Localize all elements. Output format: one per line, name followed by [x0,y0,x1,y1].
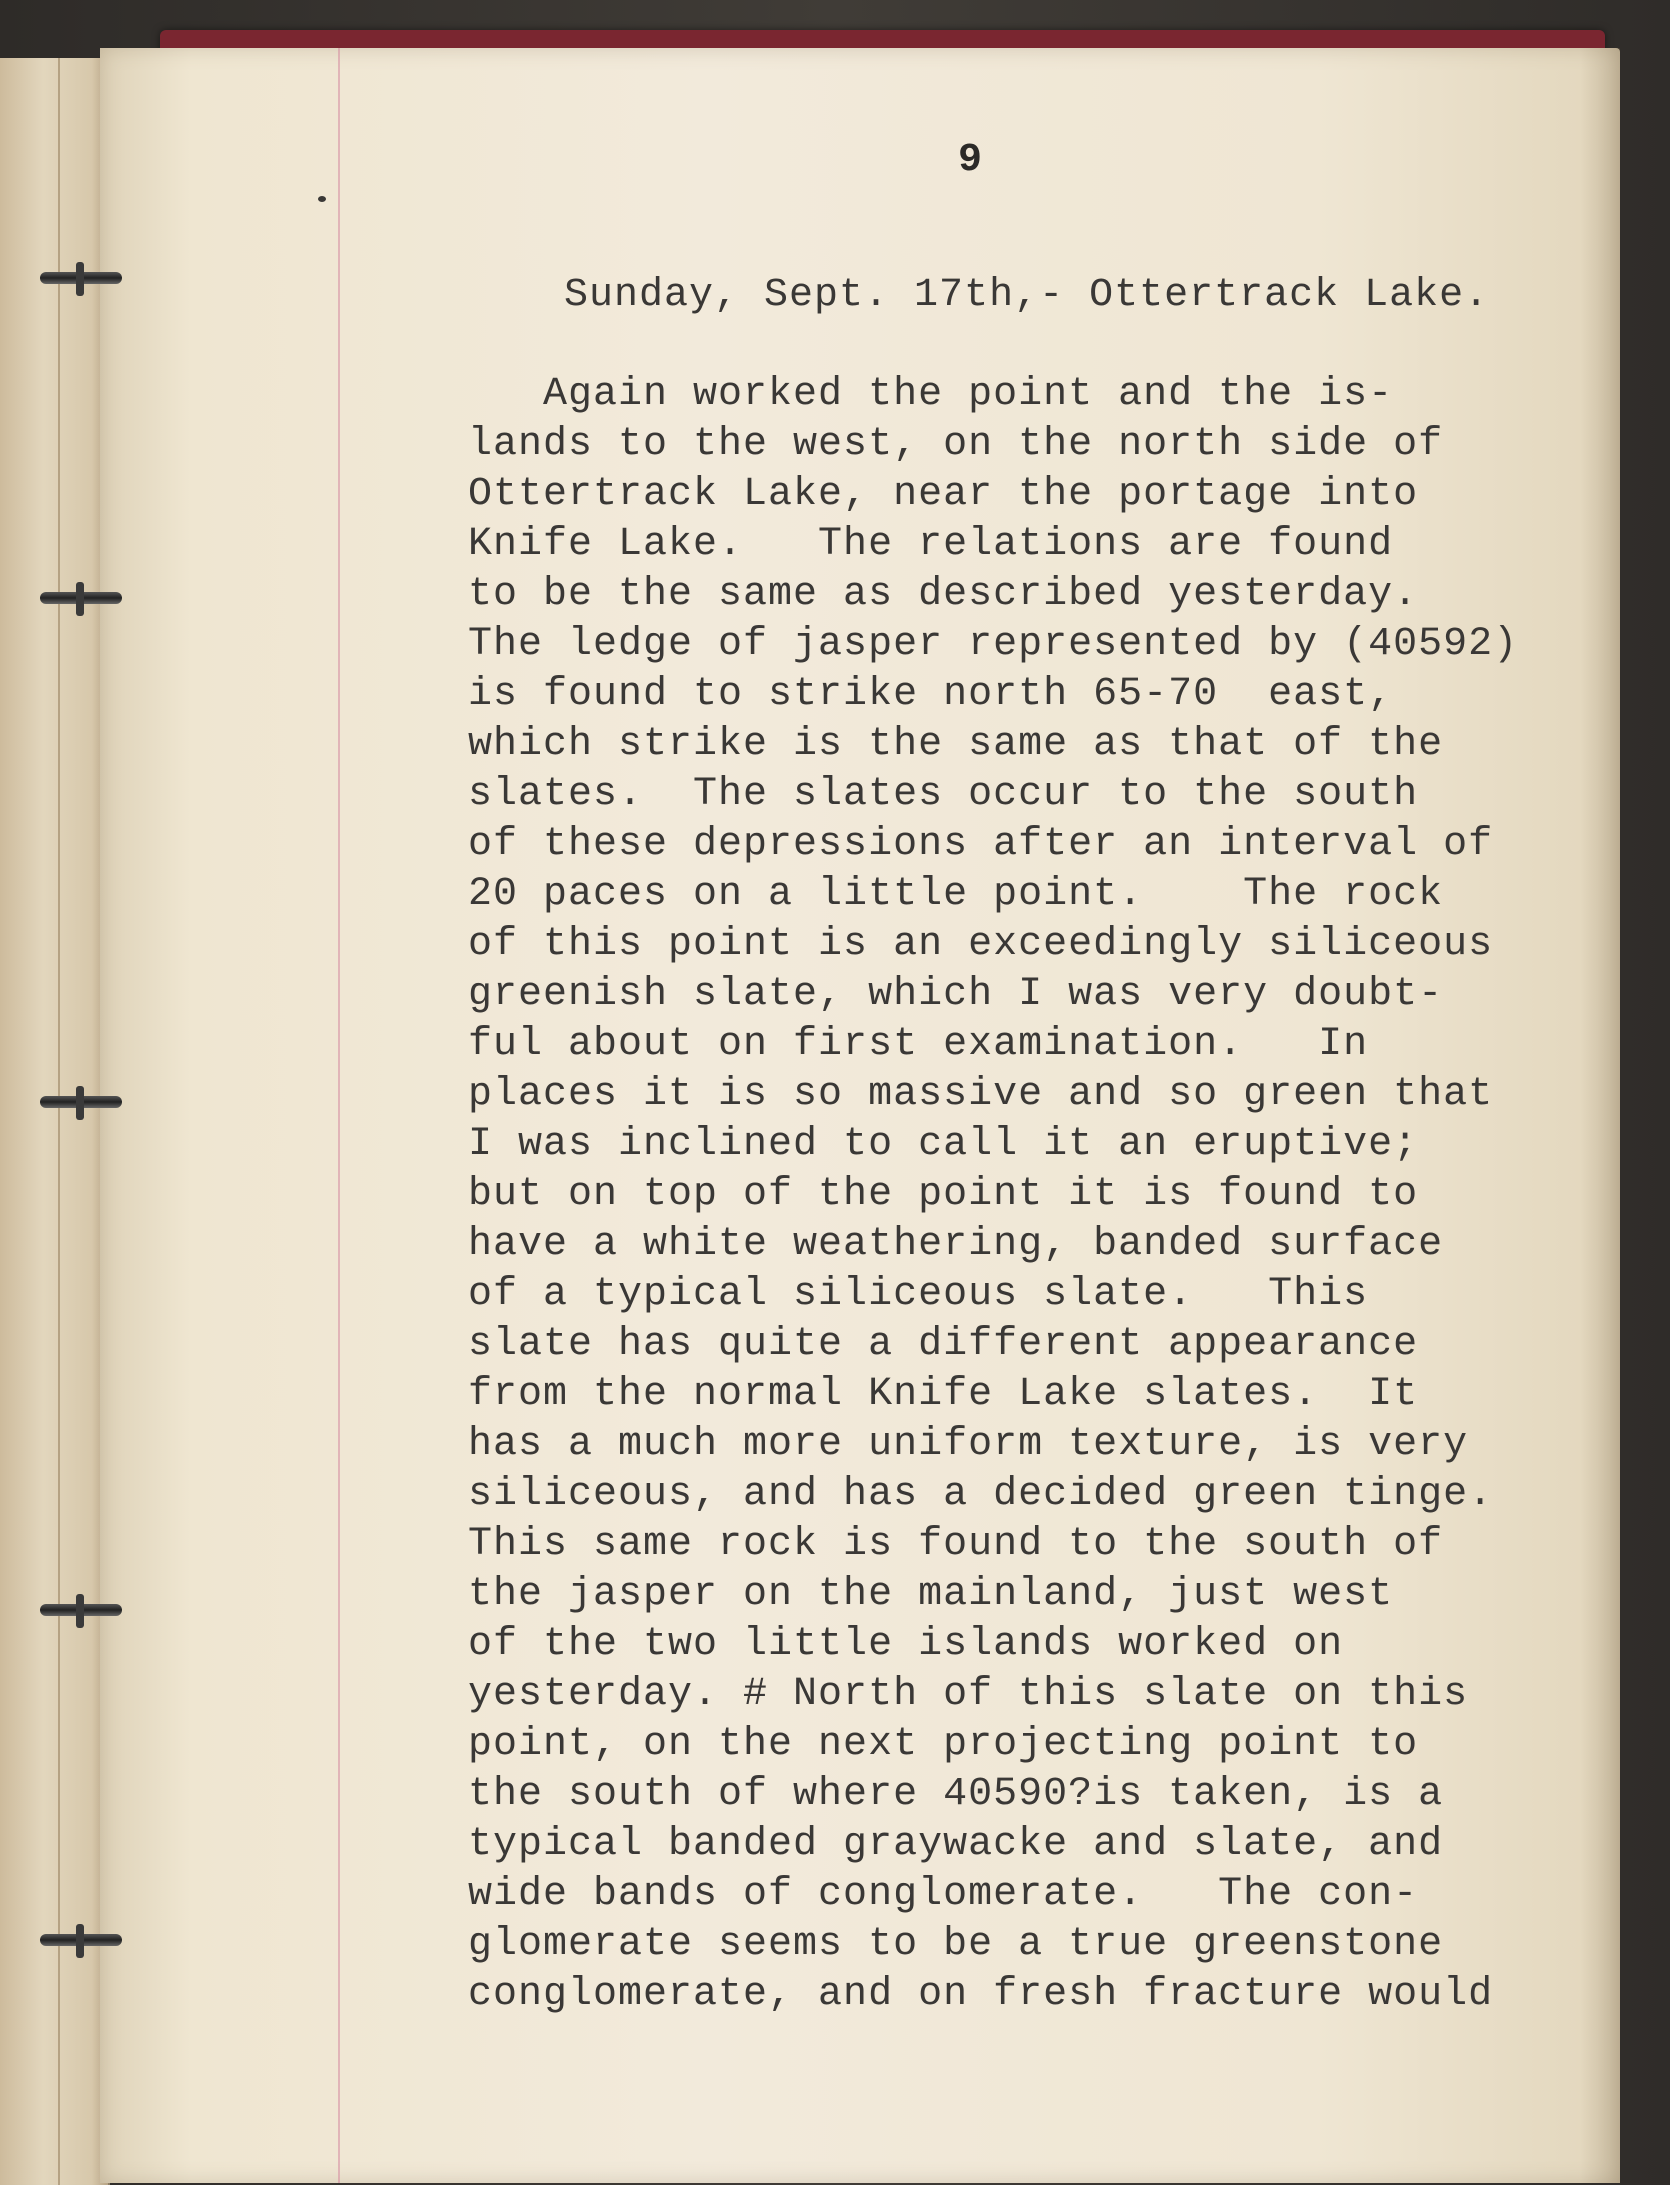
entry-heading: Sunday, Sept. 17th,- Ottertrack Lake. [564,273,1490,318]
text-line: This same rock is found to the south of [468,1522,1444,1567]
binder-ring-post [76,1594,84,1628]
binder-ring-post [76,262,84,296]
page-shadow [1580,48,1620,2183]
binder-ring-post [76,1086,84,1120]
text-line: from the normal Knife Lake slates. It [468,1372,1419,1417]
text-line: to be the same as described yesterday. [468,572,1419,617]
text-line: Ottertrack Lake, near the portage into [468,472,1419,517]
text-line: The ledge of jasper represented by (40592) [468,622,1519,667]
text-line: 20 paces on a little point. The rock [468,872,1444,917]
text-line: greenish slate, which I was very doubt- [468,972,1444,1017]
text-line: places it is so massive and so green that [468,1072,1494,1117]
text-line: lands to the west, on the north side of [468,422,1444,467]
text-line: point, on the next projecting point to [468,1722,1419,1767]
text-line: the jasper on the mainland, just west [468,1572,1394,1617]
text-line: conglomerate, and on fresh fracture would [468,1972,1494,2017]
ink-dot [318,196,326,202]
text-line: slates. The slates occur to the south [468,772,1419,817]
text-line: Again worked the point and the is- [468,372,1394,417]
text-line: Knife Lake. The relations are found [468,522,1394,567]
left-page-fold [58,58,60,2185]
text-line: of this point is an exceedingly siliceous [468,922,1494,967]
left-page-edge [0,58,110,2185]
binder-ring-post [76,582,84,616]
text-line: is found to strike north 65-70 east, [468,672,1394,717]
text-line: has a much more uniform texture, is very [468,1422,1469,1467]
text-line: have a white weathering, banded surface [468,1222,1444,1267]
page-number: 9 [957,138,982,183]
text-line: siliceous, and has a decided green tinge. [468,1472,1494,1517]
text-line: ful about on first examination. In [468,1022,1369,1067]
text-line: which strike is the same as that of the [468,722,1444,767]
text-line: wide bands of conglomerate. The con- [468,1872,1419,1917]
binder-ring-post [76,1924,84,1958]
entry-body [468,370,1518,2020]
text-line: glomerate seems to be a true greenstone [468,1922,1444,1967]
text-line: I was inclined to call it an eruptive; [468,1122,1419,1167]
text-line: slate has quite a different appearance [468,1322,1419,1367]
text-line: of these depressions after an interval of [468,822,1494,867]
margin-line [338,48,340,2183]
text-line: of the two little islands worked on [468,1622,1344,1667]
notebook-page [100,48,1620,2183]
text-line: the south of where 40590?is taken, is a [468,1772,1444,1817]
text-line: yesterday. # North of this slate on this [468,1672,1469,1717]
text-line: of a typical siliceous slate. This [468,1272,1369,1317]
text-line: typical banded graywacke and slate, and [468,1822,1444,1867]
text-line: but on top of the point it is found to [468,1172,1419,1217]
